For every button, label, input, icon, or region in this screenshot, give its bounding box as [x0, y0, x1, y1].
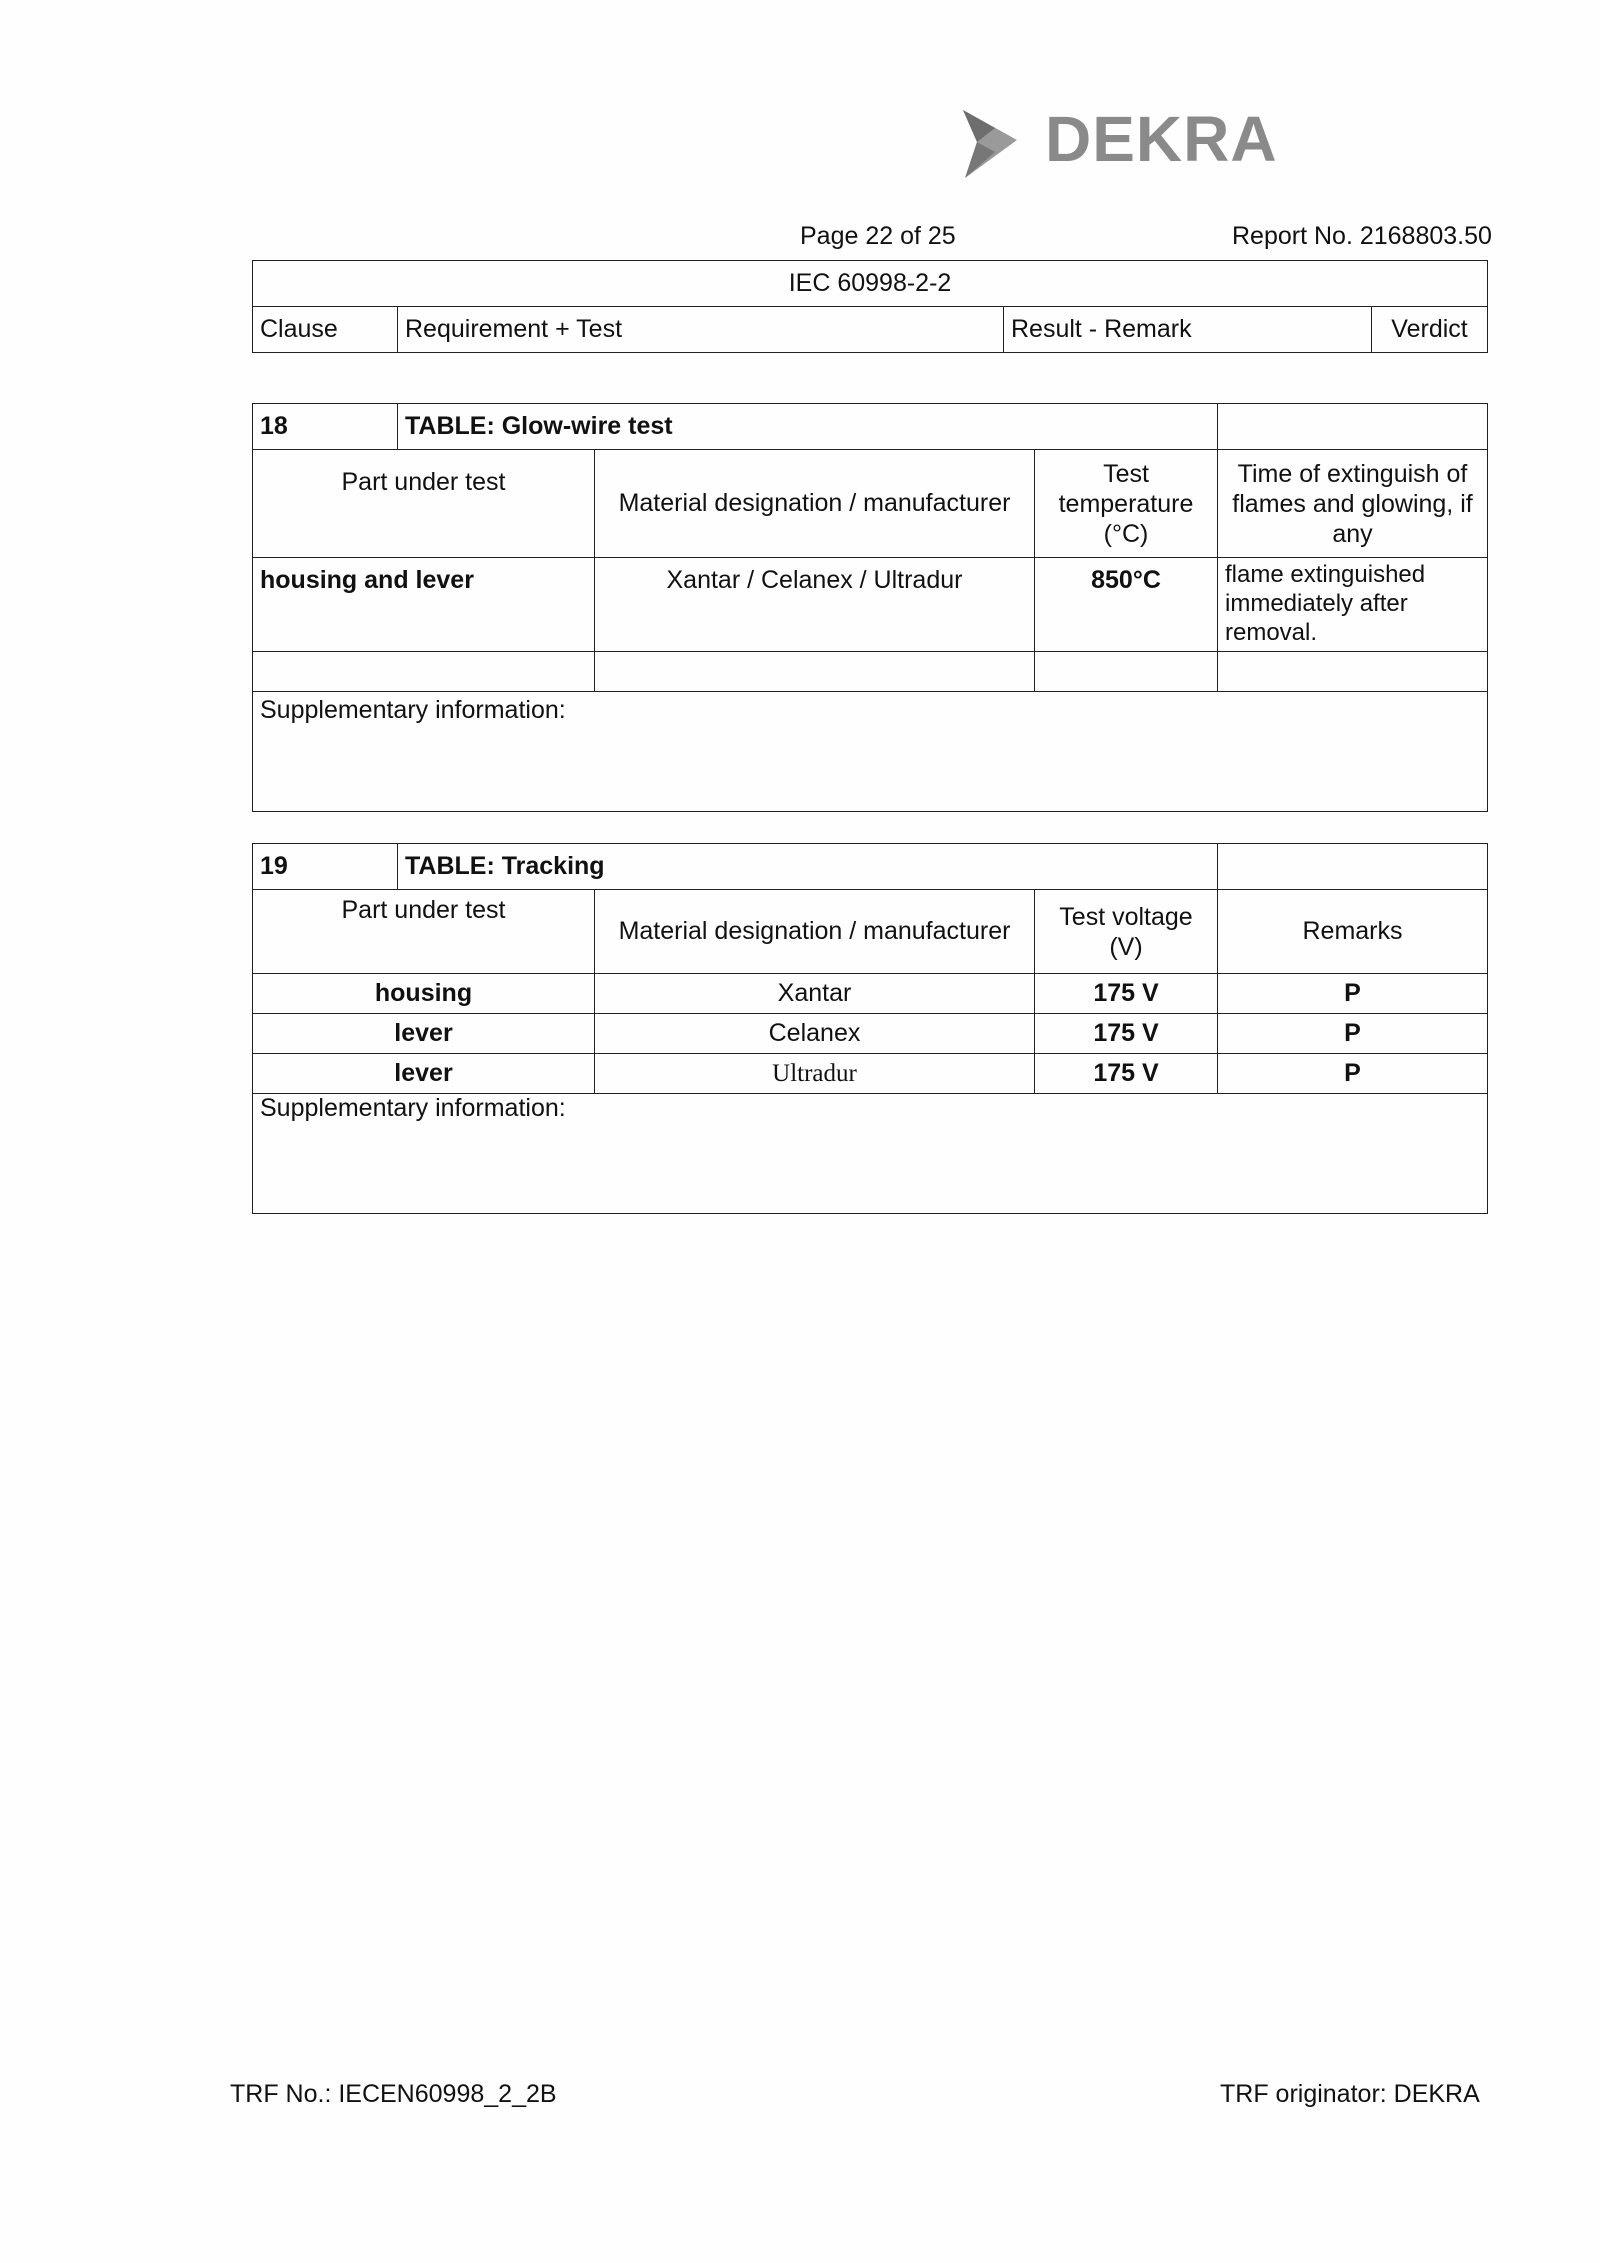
table19-header-material: Material designation / manufacturer	[595, 890, 1035, 974]
table18-header-material: Material designation / manufacturer	[595, 450, 1035, 558]
table-row	[253, 1054, 1488, 1094]
table18-title: TABLE: Glow-wire test	[398, 404, 1218, 450]
table19-row-part: lever	[253, 1014, 595, 1054]
table18-header-time: Time of extinguish of flames and glowing, if any	[1218, 450, 1488, 558]
report-number: Report No. 2168803.50	[1232, 222, 1492, 250]
table19-verdict-cell	[1218, 844, 1488, 890]
table18-clause: 18	[253, 404, 398, 450]
table18-header-temperature: Test temperature (°C)	[1035, 450, 1218, 558]
col-requirement: Requirement + Test	[398, 307, 1004, 353]
glow-wire-table	[252, 403, 1488, 812]
col-clause: Clause	[253, 307, 398, 353]
footer-trf-originator: TRF originator: DEKRA	[1220, 2080, 1480, 2108]
table19-title: TABLE: Tracking	[398, 844, 1218, 890]
header-table	[252, 260, 1488, 353]
table18-verdict-cell	[1218, 404, 1488, 450]
table19-row-voltage: 175 V	[1035, 974, 1218, 1014]
logo-text: DEKRA	[1045, 103, 1278, 175]
table19-header-voltage: Test voltage (V)	[1035, 890, 1218, 974]
page-number: Page 22 of 25	[800, 222, 956, 250]
table19-row-part: lever	[253, 1054, 595, 1094]
table19-row-part: housing	[253, 974, 595, 1014]
table19-header-remarks: Remarks	[1218, 890, 1488, 974]
table19-clause: 19	[253, 844, 398, 890]
table18-empty-cell	[595, 652, 1035, 692]
footer-trf-no: TRF No.: IECEN60998_2_2B	[230, 2080, 557, 2108]
table18-row-part: housing and lever	[253, 558, 595, 652]
table19-row-voltage: 175 V	[1035, 1054, 1218, 1094]
table18-empty-cell	[1035, 652, 1218, 692]
dekra-logo	[955, 100, 1278, 190]
table19-row-material: Ultradur	[595, 1054, 1035, 1094]
col-result: Result - Remark	[1004, 307, 1372, 353]
table-row	[253, 974, 1488, 1014]
table19-supplementary: Supplementary information:	[253, 1094, 1488, 1214]
table18-supplementary: Supplementary information:	[253, 692, 1488, 812]
table18-empty-cell	[1218, 652, 1488, 692]
table19-row-remarks: P	[1218, 1054, 1488, 1094]
table19-row-material: Celanex	[595, 1014, 1035, 1054]
table19-header-part: Part under test	[253, 890, 595, 974]
standard-title: IEC 60998-2-2	[253, 261, 1488, 307]
tracking-table	[252, 843, 1488, 1214]
table-row	[253, 1014, 1488, 1054]
col-verdict: Verdict	[1372, 307, 1488, 353]
table18-empty-cell	[253, 652, 595, 692]
table18-row-temperature: 850°C	[1035, 558, 1218, 652]
table19-row-material: Xantar	[595, 974, 1035, 1014]
table19-row-remarks: P	[1218, 1014, 1488, 1054]
table18-header-part: Part under test	[253, 450, 595, 558]
table18-row-material: Xantar / Celanex / Ultradur	[595, 558, 1035, 652]
table18-row-time: flame extinguished immediately after removal.	[1218, 558, 1488, 652]
dekra-arrow-icon	[955, 100, 1035, 190]
table19-row-remarks: P	[1218, 974, 1488, 1014]
table19-row-voltage: 175 V	[1035, 1014, 1218, 1054]
